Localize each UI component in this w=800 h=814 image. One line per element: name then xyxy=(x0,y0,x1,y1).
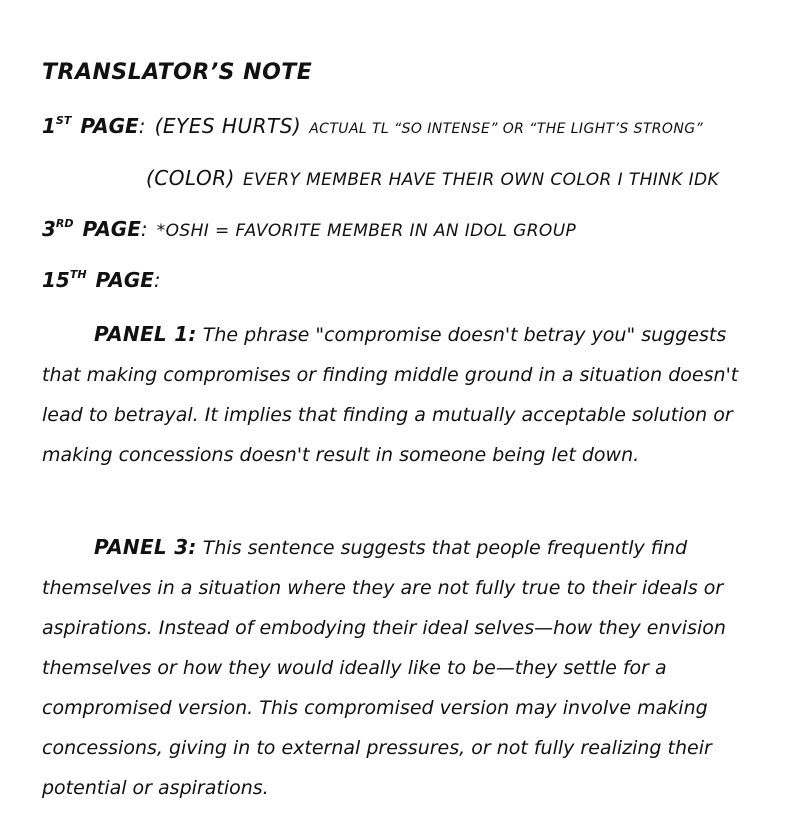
page-1-colon: : xyxy=(138,114,146,138)
page-1-word: PAGE xyxy=(80,114,139,138)
page-15-colon: : xyxy=(153,268,161,292)
page-1-ordinal: ST xyxy=(55,114,72,127)
page-3-note xyxy=(42,217,576,241)
page-15-note xyxy=(42,268,165,292)
panel-3-paragraph xyxy=(42,527,742,808)
page-15-label xyxy=(42,268,154,292)
color-term: (COLOR) xyxy=(146,166,235,190)
color-detail: EVERY MEMBER HAVE THEIR OWN COLOR I THINK IDK xyxy=(242,170,720,190)
panel-3-text: This sentence suggests that people frequently find themselves in a situation where they are not fully true to their ideals or aspirations. Instead of embodying their ideal selves—how they envision themselves or how they would ideally like to be—they settle for a compromised version. This compromised version may involve making concessions, giving in to external pressures, or not fully realizing their potential or aspirations. xyxy=(42,537,726,799)
page-3-label xyxy=(42,217,141,241)
page-15-word: PAGE xyxy=(95,268,154,292)
panel-1-paragraph xyxy=(42,314,742,475)
eyes-hurts-term: (EYES HURTS) xyxy=(154,114,302,138)
page-3-colon: : xyxy=(140,217,148,241)
eyes-hurts-detail: ACTUAL TL “SO INTENSE” OR “THE LIGHT’S STRONG” xyxy=(309,121,704,137)
page-15-ordinal: TH xyxy=(69,268,87,281)
note-title: TRANSLATOR’S NOTE xyxy=(42,60,313,85)
page-1-label xyxy=(42,114,139,138)
page-3-word: PAGE xyxy=(82,217,141,241)
page-15-number: 15 xyxy=(42,268,70,292)
panel-1-label: PANEL 1: xyxy=(94,322,197,346)
panel-3-label: PANEL 3: xyxy=(94,535,197,559)
oshi-definition: *OSHI = FAVORITE MEMBER IN AN IDOL GROUP xyxy=(156,221,577,241)
page-3-ordinal: RD xyxy=(55,217,74,230)
page-1-note xyxy=(42,114,703,138)
color-note xyxy=(146,166,719,190)
panel-1-text: The phrase "compromise doesn't betray you" suggests that making compromises or finding middle ground in a situation doesn't lead to betrayal. It implies that finding a mutually acceptable solution or making concessions doesn't result in someone being let down. xyxy=(42,324,739,466)
page-3-number: 3 xyxy=(42,217,56,241)
page-1-number: 1 xyxy=(42,114,56,138)
